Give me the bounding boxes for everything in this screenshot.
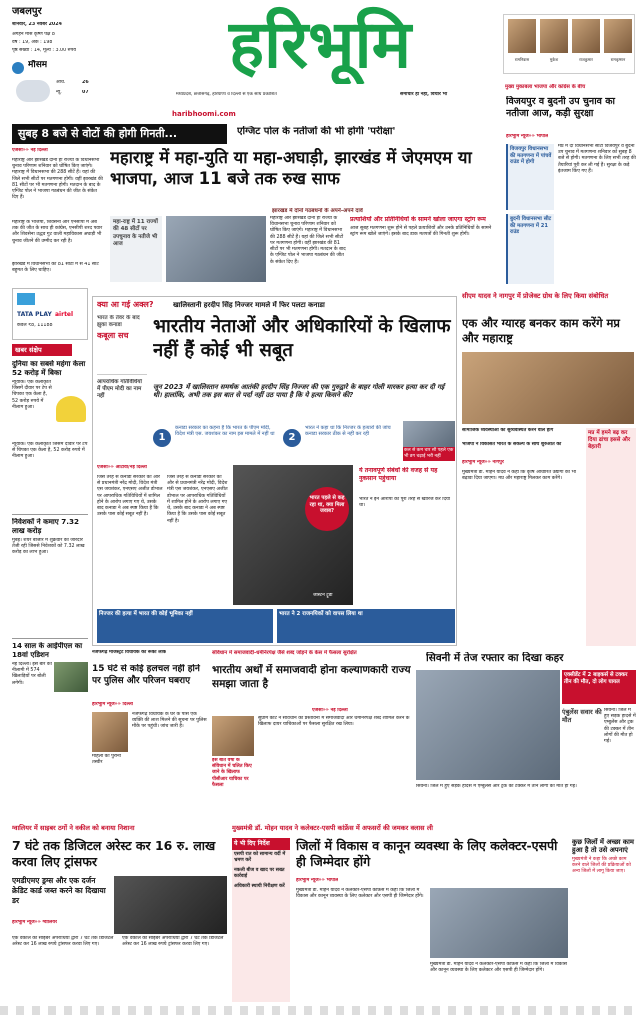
banana-image bbox=[56, 396, 86, 422]
right-mid-photo bbox=[462, 352, 634, 424]
lower-right-story bbox=[416, 652, 636, 820]
bottom-left-story bbox=[12, 824, 227, 1004]
lead-story bbox=[12, 148, 502, 286]
ad-logo-icon bbox=[17, 293, 35, 305]
top-right-kicker: मुख्य मुकाबला भाजपा और कांग्रेस के बीच bbox=[505, 84, 586, 90]
bottom-left-body-2: एक वकील को साइबर अपराधियों द्वारा 7 घंटे तक डिजिटल अरेस्ट कर 16 लाख रुपये ट्रांसफर करवा लिए गए। bbox=[122, 936, 224, 948]
bottom-right-body: मुख्यमंत्री डॉ. मोहन यादव ने कलेक्टर-एसपी कांफ्रेंस में कहा कि जिलों में विकास और कानून व्यवस्था के लिए कलेक्टर और एसपी ही जिम्मेदार होंगे। bbox=[296, 888, 424, 900]
lead-photo-text-span: महाराष्ट्र और झारखंड दोनों ही राज्यों के विधानसभा चुनाव परिणाम शनिवार को घोषित किए जाएंगे। महाराष्ट्र में विधानसभा की 288 सीटें हैं। यहां की जिले सभी सीटों पर मतगणना होगी। वहीं झारखंड की 81 सीटों पर भी मतगणना होगी। मतदान के बाद के एग्जिट पोल ने भाजपा गठबंधन की जीत के संकेत दिए हैं। bbox=[270, 216, 346, 265]
lower-right-body-2: सिवनी। जिले में हुए सड़क हादसे में एम्बुलेंस और ट्रक की टक्कर में तीन लोगों की मौत हो गई। bbox=[416, 784, 577, 789]
center-point-1-text: कनाडा सरकार का कहना है कि भारत के पीएम मोदी, विदेश मंत्री एस. जयशंकर का नाम इस मामले में नहीं था bbox=[175, 425, 275, 438]
court-photo bbox=[212, 716, 254, 756]
center-side-1b-text: कबूला सच bbox=[97, 330, 129, 340]
divider bbox=[12, 514, 88, 515]
number-1-icon: 1 bbox=[153, 429, 171, 447]
center-dateline: एजेंसी»» ओटावा/नई दिल्ली bbox=[97, 465, 147, 470]
ad-label: TATA PLAY bbox=[17, 311, 52, 318]
lead-photo-text bbox=[270, 216, 346, 282]
ad-phone: केवल ₹8, 11188 bbox=[17, 323, 53, 328]
masthead-tagline: मध्यप्रदेश, छत्तीसगढ़, हरियाणा व दिल्ली से एक साथ प्रकाशित bbox=[176, 92, 277, 97]
lower-left-caption: महिला की पुरानी तस्वीर bbox=[92, 754, 121, 766]
bottom-right-headline: जिलों में विकास व कानून व्यवस्था के लिए कलेक्टर-एसपी ही जिम्मेदार होंगे bbox=[296, 838, 558, 870]
right-mid-side-box bbox=[586, 428, 636, 646]
lower-right-side: एंबुलेंस सवार की मौत bbox=[562, 708, 602, 725]
bottom-left-sub: एमडीएमए ड्रग्स और एक दर्जन क्रेडिट कार्ड जब्त करने का दिखाया डर bbox=[12, 876, 106, 905]
masthead-volume: वर्ष : 19, अंक : 198 bbox=[12, 40, 53, 45]
bottom-right-kicker: मुख्यमंत्री डॉ. मोहन यादव ने कलेक्टर-एसपी कांफ्रेंस में अफसरों की जमकर क्लास ली bbox=[232, 824, 433, 832]
bottom-box-2-text: भारत ने 2 राजनयिकों को वापस लिया था bbox=[279, 611, 363, 617]
lower-right-caption: एक्सीडेंट में 2 बाइकर्स से टक्कर तीन की मौत, दो लोग घायल bbox=[562, 670, 636, 704]
website[interactable]: haribhoomi.com bbox=[172, 110, 236, 118]
right-mid-kicker: सीएम यादव ने नागपुर में प्रोजेक्ट ग्रोथ के लिए किया संबोधित bbox=[462, 292, 609, 300]
right-top-dateline: हरिभूमि न्यूज»» भोपाल bbox=[506, 134, 549, 139]
faces-strip bbox=[503, 14, 635, 74]
right-mid-dateline: हरिभूमि न्यूज»» नागपुर bbox=[462, 460, 504, 465]
instructions-box bbox=[232, 838, 290, 1002]
lower-left-dateline: हरिभूमि न्यूज»» दिल्ली bbox=[92, 702, 133, 707]
ad-sub: airtel bbox=[55, 311, 74, 318]
lower-left-photo bbox=[92, 712, 128, 752]
weather-icon bbox=[12, 62, 24, 74]
bottom-left-body: एक वकील को साइबर अपराधियों द्वारा 7 घंटे तक डिजिटल अरेस्ट कर 16 लाख रुपये ट्रांसफर करवा लिए गए। bbox=[12, 936, 114, 948]
bottom-right-dateline: हरिभूमि न्यूज»» भोपाल bbox=[296, 878, 339, 883]
center-point-2-text: भारत ने कहा था कि निज्जर के हत्यारों की जांच कनाडा सरकार ठीक से नहीं कर रही bbox=[305, 425, 391, 438]
quote-body: भारत ने इन आरोपों को पूरी तरह से खारिज कर दिया था। bbox=[359, 497, 451, 509]
masthead-city: जबलपुर bbox=[12, 6, 42, 17]
center-point-1 bbox=[153, 423, 279, 459]
right-mid-headline: एक और ग्यारह बनकर काम करेंगे मप्र और महाराष्ट्र bbox=[462, 316, 620, 345]
brief-1-body: न्यूयॉर्क। एक कलाकृति जिसमें दीवार पर टेप से चिपका एक केला है, 52 करोड़ रुपये में नीलाम हुआ। bbox=[12, 380, 52, 410]
masthead-edition: अगहन मास कृष्ण पक्ष 8 bbox=[12, 32, 55, 37]
weather-max: 26 bbox=[82, 80, 89, 85]
center-body-2: जिस तरह से कनाडा सरकार को और से प्रधानमंत्री नरेंद्र मोदी, विदेश मंत्री एस जयशंकर, एनएसए अजीत डोभाल पर आपराधिक गतिविधियों में शामिल होने के आरोप लगाए गए थे, उसके बाद कनाडा ने अब स्पष्ट किया है कि उसके पास कोई सबूत नहीं है। bbox=[167, 475, 228, 524]
lower-left-kicker: नजफगढ़ मजिस्ट्रेट विधायक का रूका लोक bbox=[92, 650, 167, 655]
lower-left-body: नजफगढ़ विधायक के घर के पास एक व्यक्ति की लाश मिलने की सूचना पर पुलिस मौके पर पहुंची। जांच जारी है। bbox=[132, 712, 207, 730]
center-side-1-text: भारत के तेवर के बाद झुका कनाडा bbox=[97, 315, 140, 328]
face-photo-1 bbox=[508, 19, 536, 53]
bottom-left-dateline: हरिभूमि न्यूज»» ग्वालियर bbox=[12, 920, 58, 925]
ad-box bbox=[12, 288, 88, 340]
top-strip-sub: एग्जिट पोल के नतीजों की भी होगी 'परीक्षा' bbox=[237, 126, 396, 137]
ipl-photo bbox=[54, 662, 88, 692]
lower-mid-body: सुप्रीम कोर्ट ने संविधान की प्रस्तावना में समाजवादी और धर्मनिरपेक्ष शब्द शामिल करने के खिलाफ दायर याचिकाओं पर फैसला सुरक्षित रख लिया। bbox=[258, 716, 410, 728]
bottom-right-side-body: मुख्यमंत्री ने कहा कि अच्छे काम करने वाले जिलों की प्रक्रियाओं को अन्य जिलों में लागू किया जाए। bbox=[572, 856, 631, 875]
bottom-box-1-text: निज्जर की हत्या में भारत की कोई भूमिका नहीं bbox=[99, 611, 193, 617]
instruction-1: एसपी रात को सामान्य वर्दी में भ्रमण करें bbox=[234, 851, 286, 863]
lead-headline: महाराष्ट्र में महा-युति या महा-अघाड़ी, झारखंड में जेएमएम या भाजपा, आज 11 बजे तक रुख साफ bbox=[110, 148, 472, 188]
center-photo-caption: कल से कम चार सौ पहले एक भी डग चढ़ाई भरी नहीं bbox=[403, 447, 455, 461]
right-mid-bullet-1: सामाजिक व्यवस्थाओं को सुव्यवस्थित करने वाले होंगे bbox=[462, 428, 554, 433]
lower-left-headline: 15 घंटे से कोई हलचल नहीं होने पर पुलिस और परिजन घबराए bbox=[92, 664, 200, 686]
masthead-logo: हरिभूमि bbox=[228, 5, 412, 83]
lower-mid-side: इस बीते वर्षों के संविधान में चलित किए जाने के खिलाफ पीसीआर याचिका पर फैसला bbox=[212, 758, 252, 788]
bottom-right-side bbox=[572, 838, 636, 1002]
lead-box-head: प्रत्याशियों और प्रतिनिधियों के सामने खोला जाएगा स्ट्रांग रूम bbox=[350, 216, 486, 223]
right-top-box-2-text: बुदनी विधानसभा सीट की मतगणना में 21 राउंड bbox=[510, 216, 552, 235]
instruction-3: अधिकारी स्थायी निरीक्षण करें bbox=[234, 884, 285, 890]
face-photo-2 bbox=[540, 19, 568, 53]
lead-dateline: एजेंसी»» नई दिल्ली bbox=[12, 148, 48, 153]
lower-right-body: सिवनी। जिले में हुए सड़क हादसे में एम्बुलेंस और ट्रक की टक्कर में तीन लोगों की मौत हो गई। bbox=[604, 708, 636, 745]
brief-3-body: नई दिल्ली। इस बार की नीलामी में 574 खिलाड़ियों पर बोली लगेगी। bbox=[12, 662, 52, 686]
print-registration-strip bbox=[0, 1006, 640, 1015]
center-side-1 bbox=[97, 315, 147, 375]
brief-1-head: दुनिया का सबसे महंगा केला 52 करोड़ में बिका bbox=[12, 360, 86, 377]
lead-caption: झारखंड में दोनों गठबंधनों के अपने-अपने दावे bbox=[272, 208, 363, 214]
face-photo-3 bbox=[572, 19, 600, 53]
right-top-story bbox=[506, 96, 636, 286]
weather-min: 07 bbox=[82, 90, 89, 95]
lead-body-3: झारखंड में विधानसभा की 81 सीटों में से 41 सीटें बहुमत के लिए चाहिए। bbox=[12, 262, 99, 274]
right-top-box-1 bbox=[506, 144, 554, 210]
bottom-right-body-2: मुख्यमंत्री डॉ. मोहन यादव ने कलेक्टर-एसपी कांफ्रेंस में कहा कि जिलों में विकास और कानून व्यवस्था के लिए कलेक्टर और एसपी ही जिम्मेदार होंगे। bbox=[430, 962, 567, 974]
center-point-2 bbox=[283, 423, 401, 459]
right-mid-story bbox=[462, 292, 636, 648]
right-top-box-2 bbox=[506, 214, 554, 284]
face-photo-4 bbox=[604, 19, 632, 53]
number-2-icon: 2 bbox=[283, 429, 301, 447]
face-name-4: रामकृष्णन bbox=[610, 57, 626, 62]
divider bbox=[12, 638, 88, 639]
lead-box bbox=[350, 216, 500, 282]
conference-photo bbox=[430, 888, 568, 958]
weather-min-label: न्यू. bbox=[56, 90, 62, 95]
bottom-right-side-head: कुछ जिलों में अच्छा काम हुआ है तो उसे अपनाएं bbox=[572, 838, 634, 855]
lower-mid-kicker: संविधान में समाजवादी-धर्मनिरपेक्ष जैसे शब्द जोड़ने के केस में फैसला सुरक्षित bbox=[212, 650, 357, 656]
center-body: जिस तरह से कनाडा सरकार को और से प्रधानमंत्री नरेंद्र मोदी, विदेश मंत्री एस जयशंकर, एनएसए अजीत डोभाल पर आपराधिक गतिविधियों में शामिल होने के आरोप लगाए गए थे, उसके बाद कनाडा ने अब स्पष्ट किया है कि उसके पास कोई सबूत नहीं है। bbox=[97, 475, 163, 518]
face-name-1: रामनिवास bbox=[514, 57, 530, 62]
lower-mid-dateline: एजेंसी»» नई दिल्ली bbox=[312, 708, 348, 713]
bottom-left-headline: 7 घंटे तक डिजिटल अरेस्ट कर 16 रु. लाख करवा लिए ट्रांसफर bbox=[12, 838, 216, 870]
right-top-headline: विजयपुर व बुदनी उप चुनाव का नतीजा आज, कड़ी सुरक्षा bbox=[506, 96, 616, 119]
brief-2-head: निवेशकों ने कमाए 7.32 लाख करोड़ bbox=[12, 518, 80, 535]
section-label: खबर संक्षेप bbox=[12, 344, 72, 356]
weather-box bbox=[12, 60, 112, 110]
left-column bbox=[12, 288, 88, 698]
top-strip bbox=[12, 124, 502, 144]
cyber-photo bbox=[114, 876, 227, 934]
center-headline: भारतीय नेताओं और अधिकारियों के खिलाफ नहीं हैं कोई भी सबूत bbox=[153, 316, 451, 362]
face-name-2: मुकेश bbox=[549, 57, 559, 62]
bottom-box-1 bbox=[97, 609, 273, 643]
lower-left-story bbox=[92, 650, 207, 820]
right-mid-side-box-text: मप्र में हमने बढ़ कर दिया ढांचा इससे और बेहतरी bbox=[588, 430, 631, 450]
right-top-box-1-text: विजयपुर विधानसभा की मतगणना में पांचवें राउंड में होगी bbox=[510, 146, 552, 165]
right-mid-bullet-2: भाजपा ने विकसित भारत के संकल्प के साथ शुरुआत की bbox=[462, 442, 562, 447]
weather-max-label: अधि. bbox=[56, 80, 66, 85]
face-name-3: राजकुमार bbox=[579, 57, 593, 62]
top-strip-headline: सुबह 8 बजे से वोटों की होगी गिनती... bbox=[12, 124, 227, 144]
brief-3-head: 14 साल के आईपीएल का 18वां एडिशन bbox=[12, 642, 83, 659]
accident-photo bbox=[416, 670, 560, 780]
lower-right-headline: सिवनी में तेज रफ्तार का दिखा कहर bbox=[426, 652, 564, 664]
center-small-photo bbox=[403, 421, 455, 447]
center-kicker: क्या आ गई अक्ल? bbox=[97, 300, 154, 309]
center-side-2: आपराधिक गतिविधियों में पीएम मोदी का नाम नहीं bbox=[97, 379, 142, 399]
masthead-pages-price: पृष्ठ संख्या : 14, मूल्य : 3.00 रुपये bbox=[12, 48, 77, 53]
center-story bbox=[92, 296, 457, 646]
masthead-slogan: समाचार ही नहीं, विचार भी bbox=[400, 92, 448, 97]
lead-photo bbox=[166, 216, 266, 282]
lead-box-body: आज सुबह मतगणना शुरू होने से पहले प्रत्याशियों और उनके प्रतिनिधियों के सामने स्ट्रांग रूम खोले जाएंगे। इसके बाद डाक मतपत्रों की गिनती शुरू होगी। bbox=[350, 225, 492, 237]
lead-side-box bbox=[110, 216, 162, 282]
bottom-box-2 bbox=[277, 609, 455, 643]
instruction-2: नकली बीज व खाद पर सख्त कार्रवाई bbox=[234, 867, 285, 880]
center-intro: जून 2023 में खालिस्तान समर्थक आतंकी हरदीप सिंह निज्जर की एक गुरुद्वारे के बाहर गोली मारकर हत्या कर दी गई थी। हालांकि, अभी तक इस बात से पर्दा नहीं उठ पाया है कि ये हत्या किसने की? bbox=[153, 383, 445, 400]
right-mid-body: मुख्यमंत्री डॉ. मोहन यादव ने कहा कि कृषि आधारित उद्योगों को भी बढ़ावा दिया जाएगा। मप्र और महाराष्ट्र मिलकर काम करेंगे। bbox=[462, 470, 577, 482]
lead-body-1: महाराष्ट्र और झारखंड दोनों ही राज्यों के विधानसभा चुनाव परिणाम शनिवार को घोषित किए जाएंगे। महाराष्ट्र में विधानसभा की 288 सीटें हैं। यहां की जिले सभी सीटों पर मतगणना होगी। वहीं झारखंड की 81 सीटों पर भी मतगणना होगी। मतदान के बाद के एग्जिट पोल ने भाजपा गठबंधन की जीत के संकेत दिए हैं। bbox=[12, 158, 103, 201]
lower-mid-story bbox=[212, 650, 412, 820]
brief-2-body: मुंबई। शेयर बाजार में शुक्रवार को जोरदार तेजी रही जिससे निवेशकों को 7.32 लाख करोड़ का लाभ हुआ। bbox=[12, 538, 85, 556]
lead-body-2: महाराष्ट्र के भाजपा, शिवसेना और एनसीपी में अब तक की जीत के साथ ही कांग्रेस, एनसीपी शरद पवार और शिवसेना उद्धव गुट वाली महाविकास अघाड़ी भी चुनाव जीतने की उम्मीद कर रही है। bbox=[12, 220, 103, 244]
brief-1-body-2: न्यूयॉर्क। एक कलाकृति जिसमें दीवार पर टेप से चिपका एक केला है, 52 करोड़ रुपये में नीलाम हुआ। bbox=[12, 442, 88, 460]
quote-head: ये तनावपूर्ण संबंधों की वजह से यह नुकसान पहुंचाया bbox=[359, 467, 438, 482]
trudeau-photo bbox=[233, 465, 353, 605]
center-kicker-2: खालिस्तानी हरदीप सिंह निज्जर मामले में फिर पलटा कनाडा bbox=[173, 301, 325, 309]
instructions-head: ये भी दिए निर्देश bbox=[232, 838, 290, 850]
lead-side-box-text: महा-राष्ट्र में 11 राज्यों की 48 सीटों पर उपचुनाव के नतीजे भी आज bbox=[113, 219, 158, 248]
bottom-right-story bbox=[232, 824, 636, 1004]
weather-label: मौसम bbox=[28, 60, 48, 70]
masthead-date: शनिवार, 23 नवंबर 2024 bbox=[12, 22, 62, 27]
right-top-body: मप्र में दो विधानसभा सीटों विजयपुर व बुदनी उप चुनाव में मतगणना शनिवार को सुबह 8 बजे से होगी। मतगणना के लिए सभी तरह की तैयारियां पूरी कर ली गई हैं। सुरक्षा के कड़े इंतजाम किए गए हैं। bbox=[558, 144, 636, 174]
circle-badge bbox=[305, 487, 349, 531]
cloud-icon bbox=[16, 80, 50, 102]
bottom-left-kicker: ग्वालियर में साइबर ठगों ने वकील को बनाया निशाना bbox=[12, 824, 135, 832]
trudeau-caption: जस्टिन ट्रूडो bbox=[313, 593, 333, 598]
lower-mid-headline: भारतीय अर्थों में समाजवादी होना कल्याणकारी राज्य समझा जाता है bbox=[212, 664, 411, 690]
circle-badge-text: भारत पहले से कह रहा था, क्या मिला जवाब? bbox=[309, 495, 345, 514]
